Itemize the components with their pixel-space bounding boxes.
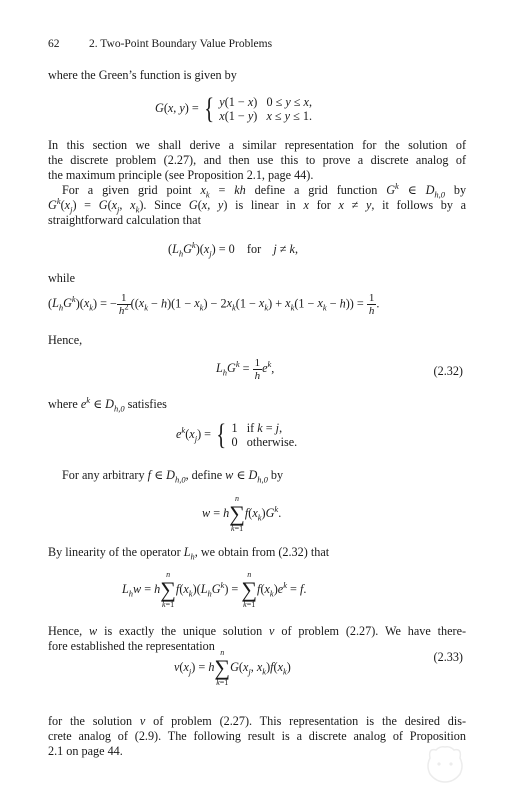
para1-line2: the discrete problem (2.27), and then use this to prove a discrete analog of — [48, 153, 466, 167]
eq-number-2-32: (2.32) — [433, 364, 463, 378]
final-line1: for the solution v of problem (2.27). This representation is the desired dis- — [48, 714, 467, 728]
para2-line2: $G^k(x_j) = G(x_j$, $x_k$). Since G(x, y) is linear in x for x ≠ y, it follows by a — [48, 195, 467, 215]
lhw-equation: $L_hw$ = hn ∑ $k=1f(x_k)(L_hG^k) = n$ ∑ $k=1f(x_k)e^k = f$. — [122, 570, 307, 609]
hence2-line1: Hence, w is exactly the unique solution v of problem (2.27). We have there- — [48, 624, 467, 638]
page-number: 62 — [48, 38, 60, 50]
final-line3: 2.1 on page 44. — [48, 744, 123, 758]
equation-2-33: $v(x_j)$ = hn ∑ $k=1G(x_j$, $x_k)f(x_k)$ — [174, 648, 291, 687]
para2-line1: For a given grid point $x_k$ = kh define a grid function $G^k$ ∈ $D_{h,0}$ by — [62, 180, 467, 200]
w-definition-equation: w = hn ∑ $k=1f(x_k)G^k$. — [202, 494, 282, 533]
running-title: 2. Two-Point Boundary Value Problems — [89, 38, 273, 50]
hence-word: Hence, — [48, 333, 83, 347]
where-line: where $e^k$ ∈ $D_{h,0}$ satisfies — [48, 394, 167, 414]
final-line2: crete analog of (2.9). The following result is a discrete analog of Proposition — [48, 729, 466, 743]
ek-definition-equation: $e^k(x_j)$ = { 1 if k = j, 0 otherwise. — [176, 418, 298, 451]
linearity-line: By linearity of the operator $L_h$, we obtain from (2.32) that — [48, 545, 330, 562]
lh-gk-diagonal-equation: $(L_hG^k)(x_k)$ = − $\frac{1}{h^2}$ $((x_k - h)(1 - x_k) - 2x_k(1 - x_k) + x_k(1 - x_k - h))$ = $\frac{1}{h}$ . — [48, 292, 380, 317]
para1-line3: the maximum principle (see Proposition 2.1, page 44). — [48, 168, 314, 182]
while-word: while — [48, 271, 76, 285]
eq-number-2-33: (2.33) — [433, 650, 463, 664]
lh-gk-zero-equation: $(L_hG^k)(x_j) = 0$ for j ≠ k, — [168, 239, 298, 259]
greens-function-equation: G(x, y) = { y(1 − x) 0 ≤ y ≤ x, x(1 − y) x ≤ y ≤ 1. — [155, 92, 313, 125]
equation-2-32: $L_hG^k$ = $\frac{1}{h}$ $e^k$, — [216, 357, 275, 382]
para2-line3: straightforward calculation that — [48, 213, 201, 227]
for-any-line: For any arbitrary f ∈ $D_{h,0}$, define w ∈ $D_{h,0}$ by — [62, 468, 284, 485]
watermark-logo-icon — [424, 744, 466, 784]
greens-intro: where the Green’s function is given by — [48, 68, 237, 82]
para1-line1: In this section we shall derive a similar representation for the solution of — [48, 138, 466, 152]
hence2-line2: fore established the representation — [48, 639, 215, 653]
